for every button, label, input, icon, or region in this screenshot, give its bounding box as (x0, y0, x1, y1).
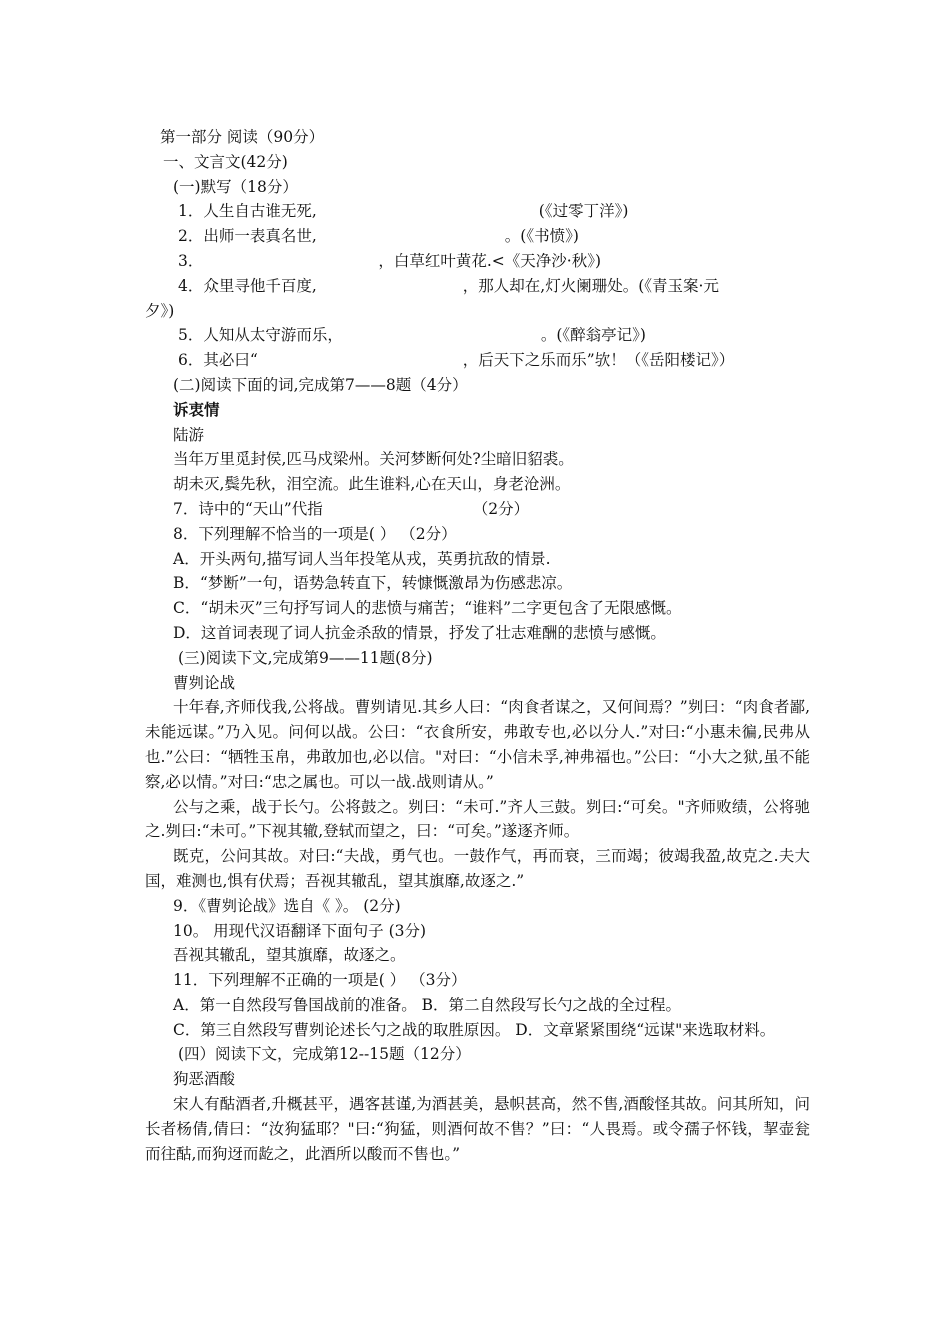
prose-title-2: 狗恶酒酸 (173, 1070, 236, 1089)
question-11-options-cd: C．第三自然段写曹刿论述长勺之战的取胜原因。 D．文章紧紧围绕“远谋"来选取材料。 (173, 1020, 776, 1039)
question-9: 9．《曹刿论战》选自《 》。 (2分) (173, 896, 401, 915)
question-5: 5．人知从太守游而乐， 。(《醉翁亭记》) (178, 326, 646, 345)
poem-line-2: 胡未灭,鬓先秋，泪空流。此生谁料,心在天山，身老沧洲。 (173, 475, 571, 494)
question-8-option-d: D．这首词表现了词人抗金杀敌的情景，抒发了壮志难酬的悲愤与感慨。 (173, 623, 666, 642)
poem-title: 诉衷情 (173, 399, 220, 419)
subsection-title-3: (三)阅读下文,完成第9——11题(8分) (178, 648, 433, 667)
subsection-title-4: (四）阅读下文，完成第12--15题（12分） (178, 1045, 471, 1064)
prose-1-paragraph-2: 公与之乘，战于长勺。公将鼓之。刿曰：“未可.”齐人三鼓。刿曰:“可矣。"齐师败绩，公将驰之.刿曰:“未可。”下视其辙,登轼而望之，曰：“可矣。”遂逐齐师。 (145, 797, 810, 841)
subsection-title-1: (一)默写（18分） (173, 177, 298, 196)
prose-1-paragraph-1: 十年春,齐师伐我,公将战。曹刿请见.其乡人曰：“肉食者谋之，又何间焉？”刿曰：“肉食者鄙,未能远谋。”乃入见。问何以战。公曰：“衣食所安，弗敢专也,必以分人.”对曰:“小惠未徧,民弗从也.”公曰：“牺牲玉帛，弗敢加也,必以信。"对曰：“小信未孚,神弗福也。”公曰：“小大之狱,虽不能察,必以情。”对曰:“忠之属也。可以一战.战则请从。” (145, 698, 810, 791)
question-4: 4．众里寻他千百度, ，那人却在,灯火阑珊处。(《青玉案·元 (178, 276, 719, 295)
question-8: 8．下列理解不恰当的一项是( ） （2分） (173, 524, 457, 543)
question-6: 6．其必曰“ ，后天下之乐而乐”欤！（《岳阳楼记》） (178, 351, 735, 370)
prose-2-paragraph-1: 宋人有酤酒者,升概甚平，遇客甚谨,为酒甚美，悬帜甚高，然不售,酒酸怪其故。问其所知，问长者杨倩,倩曰：“汝狗猛耶？"曰:“狗猛，则酒何故不售？”曰：“人畏焉。或令孺子怀钱，挈壶瓮而往酤,而狗迓而龁之，此酒所以酸而不售也。” (145, 1095, 810, 1163)
question-3: 3． ，白草红叶黄花.<《天净沙·秋》) (178, 251, 602, 270)
question-11-options-ab: A．第一自然段写鲁国战前的准备。 B．第二自然段写长勺之战的全过程。 (173, 995, 682, 1014)
question-8-option-a: A．开头两句,描写词人当年投笔从戎，英勇抗敌的情景. (173, 549, 551, 568)
section-title: 一、文言文(42分) (163, 152, 288, 171)
prose-1-paragraph-3: 既克，公问其故。对曰:“夫战，勇气也。一鼓作气，再而衰，三而竭；彼竭我盈,故克之.夫大国，难测也,惧有伏焉；吾视其辙乱，望其旗靡,故逐之.” (145, 847, 810, 890)
question-7: 7．诗中的“天山”代指 （2分） (173, 499, 530, 518)
question-8-option-c: C．“胡未灭”三句抒写词人的悲愤与痛苦；“谁料”二字更包含了无限感慨。 (173, 599, 682, 618)
question-10-sentence: 吾视其辙乱，望其旗靡，故逐之。 (173, 946, 406, 965)
subsection-title-2: (二)阅读下面的词,完成第7——8题（4分） (173, 375, 468, 394)
document-body (145, 125, 810, 1166)
poem-line-1: 当年万里觅封侯,匹马戍梁州。关河梦断何处?尘暗旧貂裘。 (173, 450, 574, 469)
part-title: 第一部分 阅读（90分） (160, 128, 325, 146)
poem-author: 陆游 (173, 425, 205, 444)
question-8-option-b: B．“梦断”一句，语势急转直下，转慷慨激昂为伤感悲凉。 (173, 574, 573, 593)
question-11: 11．下列理解不正确的一项是( ） （3分） (173, 971, 467, 990)
question-1: 1．人生自古谁无死, (《过零丁洋》) (178, 202, 629, 221)
question-2: 2．出师一表真名世, 。(《书愤》) (178, 227, 579, 246)
question-4-cont: 夕》) (145, 301, 175, 320)
question-10: 10。 用现代汉语翻译下面句子 (3分) (173, 921, 427, 940)
prose-title-1: 曹刿论战 (173, 673, 236, 692)
